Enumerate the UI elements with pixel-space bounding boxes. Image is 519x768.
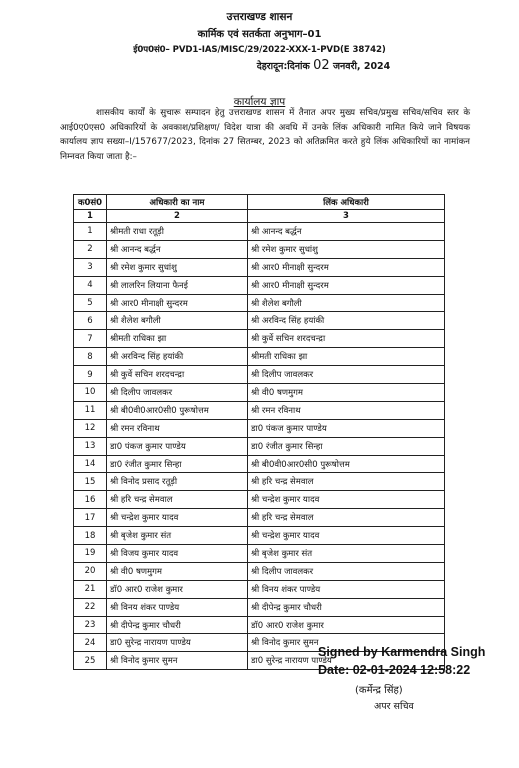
table-row [74, 366, 445, 384]
table-row [74, 491, 445, 509]
row-officer-name: डा0 रंजीत कुमार सिन्हा [107, 455, 248, 473]
row-link-officer: श्री वी0 षणमुगम [248, 384, 445, 402]
row-officer-name: डा0 पंकज कुमार पाण्डेय [107, 437, 248, 455]
table-row [74, 562, 445, 580]
row-link-officer: डा0 पंकज कुमार पाण्डेय [248, 419, 445, 437]
row-link-officer: श्री दिलीप जावलकर [248, 562, 445, 580]
row-link-officer: श्री चन्द्रेश कुमार यादव [248, 491, 445, 509]
table-row [74, 437, 445, 455]
place-date-prefix: देहरादून:दिनांक [256, 61, 310, 72]
row-officer-name: श्री हरि चन्द्र सेमवाल [107, 491, 248, 509]
row-link-officer: श्री आर0 मीनाक्षी सुन्दरम [248, 258, 445, 276]
row-serial: 2 [74, 240, 107, 258]
row-officer-name: श्री कुर्वे सचिन शरदचन्द्रा [107, 366, 248, 384]
row-officer-name: श्री दिलीप जावलकर [107, 384, 248, 402]
row-serial: 21 [74, 580, 107, 598]
table-row [74, 527, 445, 545]
column-number: 2 [107, 210, 248, 223]
file-number: ई0प0सं0– PVD1-IAS/MISC/29/2022-XXX-1-PVD(E 38742) [133, 45, 386, 55]
row-link-officer: श्री विनय शंकर पाण्डेय [248, 580, 445, 598]
row-officer-name: श्री वी0 षणमुगम [107, 562, 248, 580]
table-row [74, 473, 445, 491]
table-row [74, 223, 445, 241]
table-row [74, 598, 445, 616]
row-link-officer: श्री दीपेन्द्र कुमार चौधरी [248, 598, 445, 616]
row-link-officer: श्री दिलीप जावलकर [248, 366, 445, 384]
row-link-officer: डॉ0 आर0 राजेश कुमार [248, 616, 445, 634]
row-link-officer: श्रीमती राधिका झा [248, 348, 445, 366]
row-officer-name: डा0 सुरेन्द्र नारायण पाण्डेय [107, 634, 248, 652]
table-row [74, 348, 445, 366]
row-officer-name: श्री विजय कुमार यादव [107, 545, 248, 563]
digital-signature-date: Date: 02-01-2024 12:58:22 [318, 663, 471, 677]
row-officer-name: श्री दीपेन्द्र कुमार चौधरी [107, 616, 248, 634]
table-row [74, 240, 445, 258]
row-officer-name: श्रीमती राधिका झा [107, 330, 248, 348]
header-link-officer: लिंक अधिकारी [248, 195, 445, 210]
row-serial: 23 [74, 616, 107, 634]
row-serial: 15 [74, 473, 107, 491]
table-row [74, 312, 445, 330]
table-row [74, 401, 445, 419]
row-officer-name: श्री शैलेश बगौली [107, 312, 248, 330]
table-row [74, 545, 445, 563]
row-serial: 18 [74, 527, 107, 545]
row-serial: 14 [74, 455, 107, 473]
table-row [74, 330, 445, 348]
row-serial: 9 [74, 366, 107, 384]
row-serial: 11 [74, 401, 107, 419]
row-serial: 13 [74, 437, 107, 455]
row-officer-name: श्री लालरिन लियाना फैनई [107, 276, 248, 294]
row-officer-name: श्री बी0वी0आर0सी0 पुरूषोत्तम [107, 401, 248, 419]
row-serial: 16 [74, 491, 107, 509]
row-officer-name: श्री विनोद प्रसाद रतूड़ी [107, 473, 248, 491]
header-officer-name: अधिकारी का नाम [107, 195, 248, 210]
row-link-officer: श्री बृजेश कुमार संत [248, 545, 445, 563]
row-serial: 17 [74, 509, 107, 527]
row-link-officer: डा0 सुरेन्द्र नारायण पाण्डेय [248, 652, 445, 670]
row-officer-name: डॉ0 आर0 राजेश कुमार [107, 580, 248, 598]
table-header-row [74, 195, 445, 210]
row-serial: 3 [74, 258, 107, 276]
row-link-officer: श्री आर0 मीनाक्षी सुन्दरम [248, 276, 445, 294]
signatory-designation: अपर सचिव [374, 701, 414, 712]
link-officer-table [73, 194, 445, 670]
header-serial: क0सं0 [74, 195, 107, 210]
row-serial: 20 [74, 562, 107, 580]
row-serial: 12 [74, 419, 107, 437]
table-row [74, 294, 445, 312]
row-link-officer: श्री विनोद कुमार सुमन [248, 634, 445, 652]
row-link-officer: श्री कुर्वे सचिन शरदचन्द्रा [248, 330, 445, 348]
row-link-officer: श्री हरि चन्द्र सेमवाल [248, 473, 445, 491]
row-link-officer: श्री चन्द्रेश कुमार यादव [248, 527, 445, 545]
row-link-officer: श्री रमन रविनाथ [248, 401, 445, 419]
row-officer-name: श्री आर0 मीनाक्षी सुन्दरम [107, 294, 248, 312]
row-officer-name: श्री अरविन्द सिंह हयांकी [107, 348, 248, 366]
row-serial: 1 [74, 223, 107, 241]
digital-signature-name: Signed by Karmendra Singh [318, 645, 486, 659]
table-body [74, 223, 445, 670]
row-link-officer: श्री आनन्द बर्द्धन [248, 223, 445, 241]
table-row [74, 384, 445, 402]
row-serial: 22 [74, 598, 107, 616]
table-row [74, 455, 445, 473]
row-officer-name: श्री रमन रविनाथ [107, 419, 248, 437]
signatory-name: (कर्मेन्द्र सिंह) [355, 685, 403, 696]
table-row [74, 419, 445, 437]
row-officer-name: श्री विनोद कुमार सुमन [107, 652, 248, 670]
place-date [64, 58, 519, 73]
row-serial: 25 [74, 652, 107, 670]
government-name: उत्तराखण्ड शासन [226, 11, 293, 23]
row-serial: 7 [74, 330, 107, 348]
row-officer-name: श्री विनय शंकर पाण्डेय [107, 598, 248, 616]
memo-paragraph-text: शासकीय कार्यों के सुचारू सम्पादन हेतु उत्तराखण्ड शासन में तैनात अपर मुख्य सचिव/प्रमुख सचिव/सचिव स्तर के आई0ए0एस0 अधिकारियों के अवकाश/प्रशिक्षण/ विदेश यात्रा की अवधि में उनके लिंक अधिकारी नामित किये जाने विषयक कार्यालय ज्ञाप सख्या–I/157677/2023, दिनांक 27 सितम्बर, 2023 को अतिक्रमित करते हुये लिंक अधिकारियों का नामांकन निम्नवत किया जाता है:– [60, 108, 470, 162]
row-serial: 5 [74, 294, 107, 312]
department-section: कार्मिक एवं सतर्कता अनुभाग–01 [197, 29, 322, 40]
row-officer-name: श्रीमती राधा रतूड़ी [107, 223, 248, 241]
column-number: 1 [74, 210, 107, 223]
memo-paragraph [60, 106, 470, 164]
table-row [74, 258, 445, 276]
row-serial: 24 [74, 634, 107, 652]
row-serial: 4 [74, 276, 107, 294]
row-link-officer: श्री अरविन्द सिंह हयांकी [248, 312, 445, 330]
table-column-number-row [74, 210, 445, 223]
table-row [74, 276, 445, 294]
row-officer-name: श्री आनन्द बर्द्धन [107, 240, 248, 258]
row-officer-name: श्री चन्द्रेश कुमार यादव [107, 509, 248, 527]
row-serial: 8 [74, 348, 107, 366]
row-link-officer: श्री हरि चन्द्र सेमवाल [248, 509, 445, 527]
table-row [74, 616, 445, 634]
row-serial: 19 [74, 545, 107, 563]
memo-title: कार्यालय ज्ञाप [233, 96, 286, 108]
row-officer-name: श्री बृजेश कुमार संत [107, 527, 248, 545]
row-officer-name: श्री रमेश कुमार सुधांशु [107, 258, 248, 276]
row-link-officer: डा0 रंजीत कुमार सिन्हा [248, 437, 445, 455]
table-row [74, 580, 445, 598]
row-link-officer: श्री बी0वी0आर0सी0 पुरूषोत्तम [248, 455, 445, 473]
row-serial: 10 [74, 384, 107, 402]
table-row [74, 509, 445, 527]
column-number: 3 [248, 210, 445, 223]
row-serial: 6 [74, 312, 107, 330]
place-date-rest: जनवरी, 2024 [332, 61, 391, 72]
row-link-officer: श्री शैलेश बगौली [248, 294, 445, 312]
place-date-day: 02 [313, 58, 330, 73]
row-link-officer: श्री रमेश कुमार सुधांशु [248, 240, 445, 258]
